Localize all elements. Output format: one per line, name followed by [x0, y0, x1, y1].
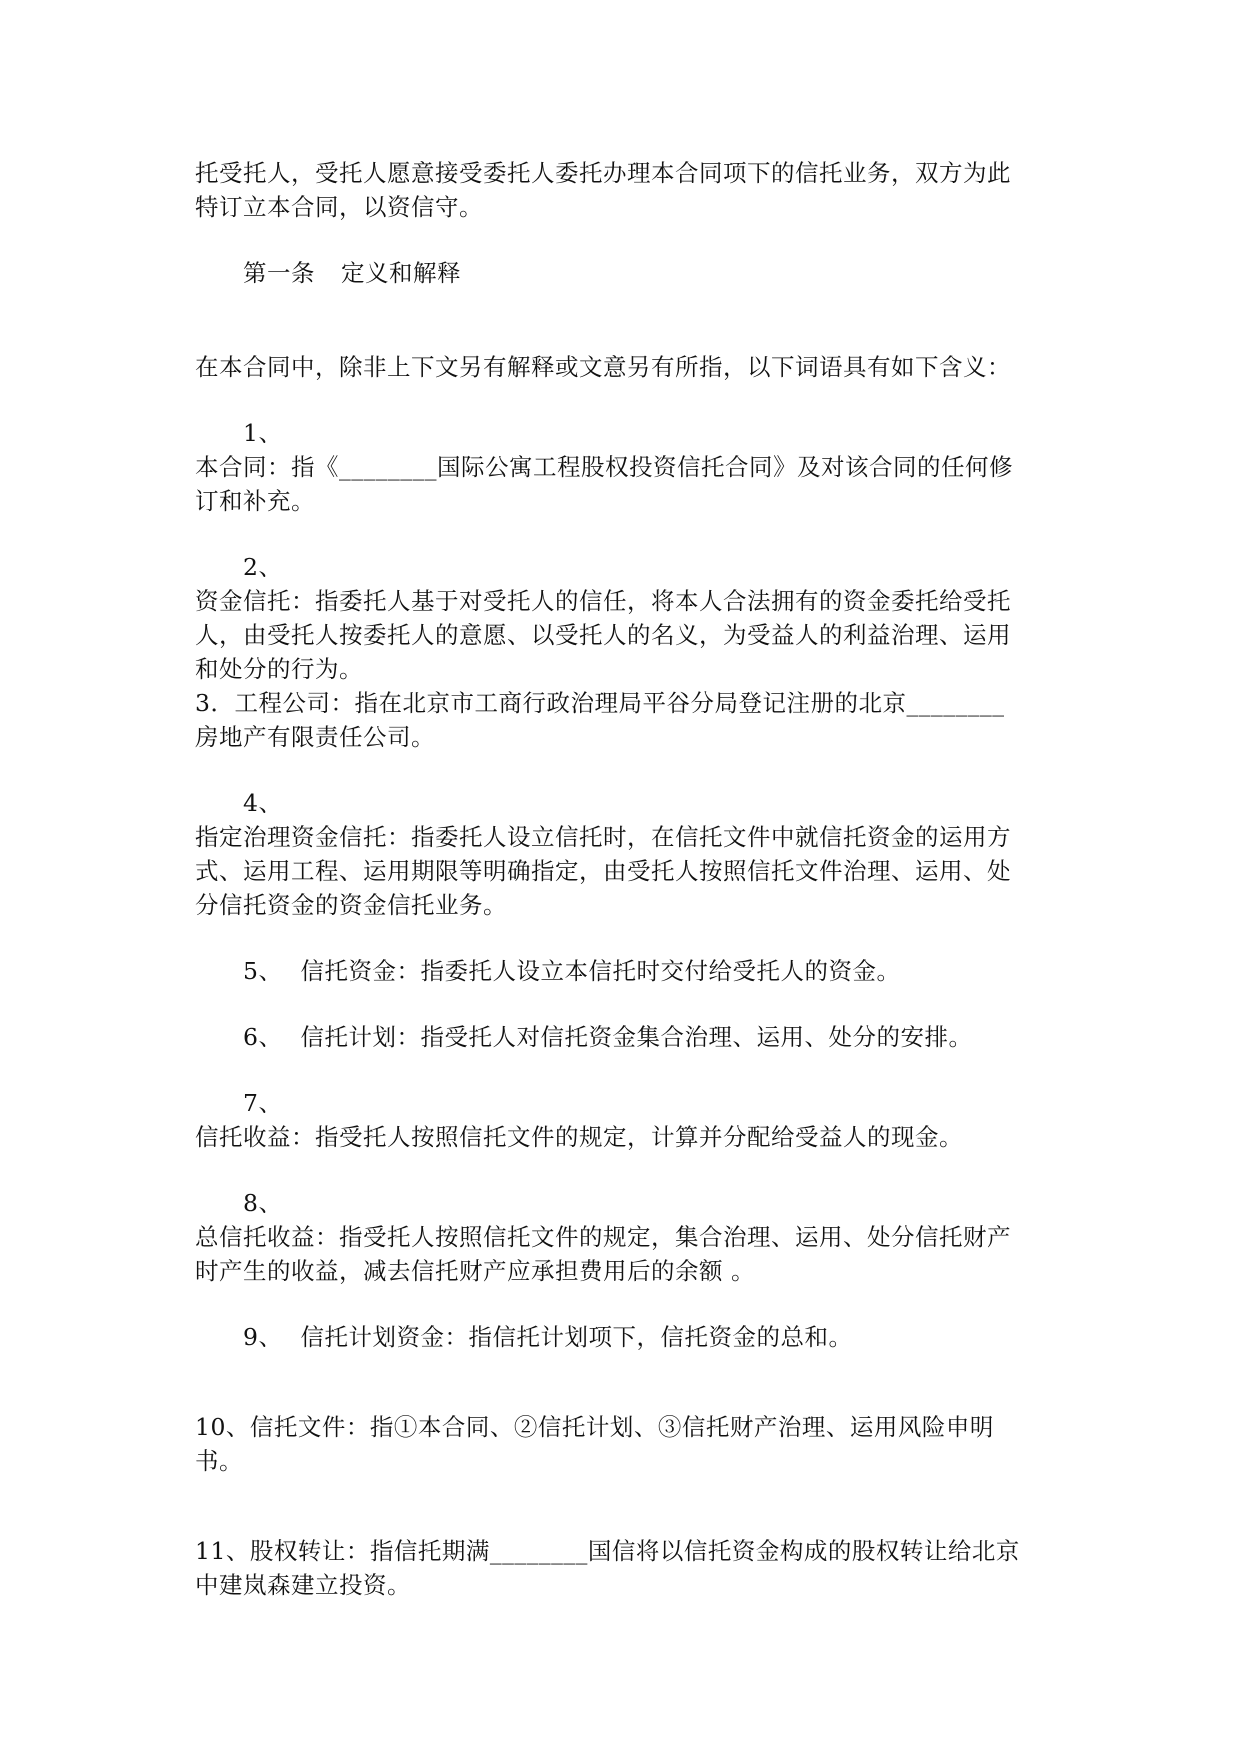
item-8-line-2: 时产生的收益，减去信托财产应承担费用后的余额 。: [195, 1257, 755, 1285]
item-8-number: 8、: [243, 1189, 283, 1217]
item-6-text: 信托计划：指受托人对信托资金集合治理、运用、处分的安排。: [300, 1023, 973, 1051]
item-8-line-1: 总信托收益：指受托人按照信托文件的规定，集合治理、运用、处分信托财产: [195, 1223, 1011, 1251]
item-7-number: 7、: [243, 1089, 283, 1117]
item-11-line-1: 11、股权转让：指信托期满________国信将以信托资金构成的股权转让给北京: [195, 1537, 1020, 1565]
item-9-number: 9、: [243, 1323, 283, 1351]
item-2-line-2: 人，由受托人按委托人的意愿、以受托人的名义，为受益人的利益治理、运用: [195, 621, 1011, 649]
item-1-line-1: 本合同：指《________国际公寓工程股权投资信托合同》及对该合同的任何修: [195, 453, 1013, 481]
item-6-number: 6、: [243, 1023, 283, 1051]
article-number: 第一条: [243, 259, 315, 287]
intro-line-1: 托受托人，受托人愿意接受委托人委托办理本合同项下的信托业务，双方为此: [195, 159, 1011, 187]
item-4-line-2: 式、运用工程、运用期限等明确指定，由受托人按照信托文件治理、运用、处: [195, 857, 1011, 885]
article-title: 定义和解释: [341, 259, 461, 287]
item-1-line-2: 订和补充。: [195, 487, 315, 515]
article-heading: [243, 258, 461, 288]
preamble: 在本合同中，除非上下文另有解释或文意另有所指，以下词语具有如下含义：: [195, 353, 1011, 381]
item-2-line-1: 资金信托：指委托人基于对受托人的信任，将本人合法拥有的资金委托给受托: [195, 587, 1011, 615]
item-9-text: 信托计划资金：指信托计划项下，信托资金的总和。: [300, 1323, 853, 1351]
item-5-number: 5、: [243, 957, 283, 985]
item-5: [243, 956, 900, 986]
item-3-line-2: 房地产有限责任公司。: [195, 723, 435, 751]
item-3-line-1: 3．工程公司：指在北京市工商行政治理局平谷分局登记注册的北京________: [195, 689, 1005, 717]
item-1-number: 1、: [243, 419, 283, 447]
intro-line-2: 特订立本合同，以资信守。: [195, 193, 483, 221]
item-10-line-2: 书。: [195, 1447, 243, 1475]
item-6: [243, 1022, 972, 1052]
item-7-line-1: 信托收益：指受托人按照信托文件的规定，计算并分配给受益人的现金。: [195, 1123, 963, 1151]
item-10-line-1: 10、信托文件：指①本合同、②信托计划、③信托财产治理、运用风险申明: [195, 1413, 994, 1441]
item-4-number: 4、: [243, 789, 283, 817]
item-11-line-2: 中建岚森建立投资。: [195, 1571, 411, 1599]
item-2-number: 2、: [243, 553, 283, 581]
item-4-line-3: 分信托资金的资金信托业务。: [195, 891, 507, 919]
item-4-line-1: 指定治理资金信托：指委托人设立信托时，在信托文件中就信托资金的运用方: [195, 823, 1011, 851]
item-9: [243, 1322, 852, 1352]
item-2-line-3: 和处分的行为。: [195, 655, 363, 683]
item-5-text: 信托资金：指委托人设立本信托时交付给受托人的资金。: [300, 957, 901, 985]
